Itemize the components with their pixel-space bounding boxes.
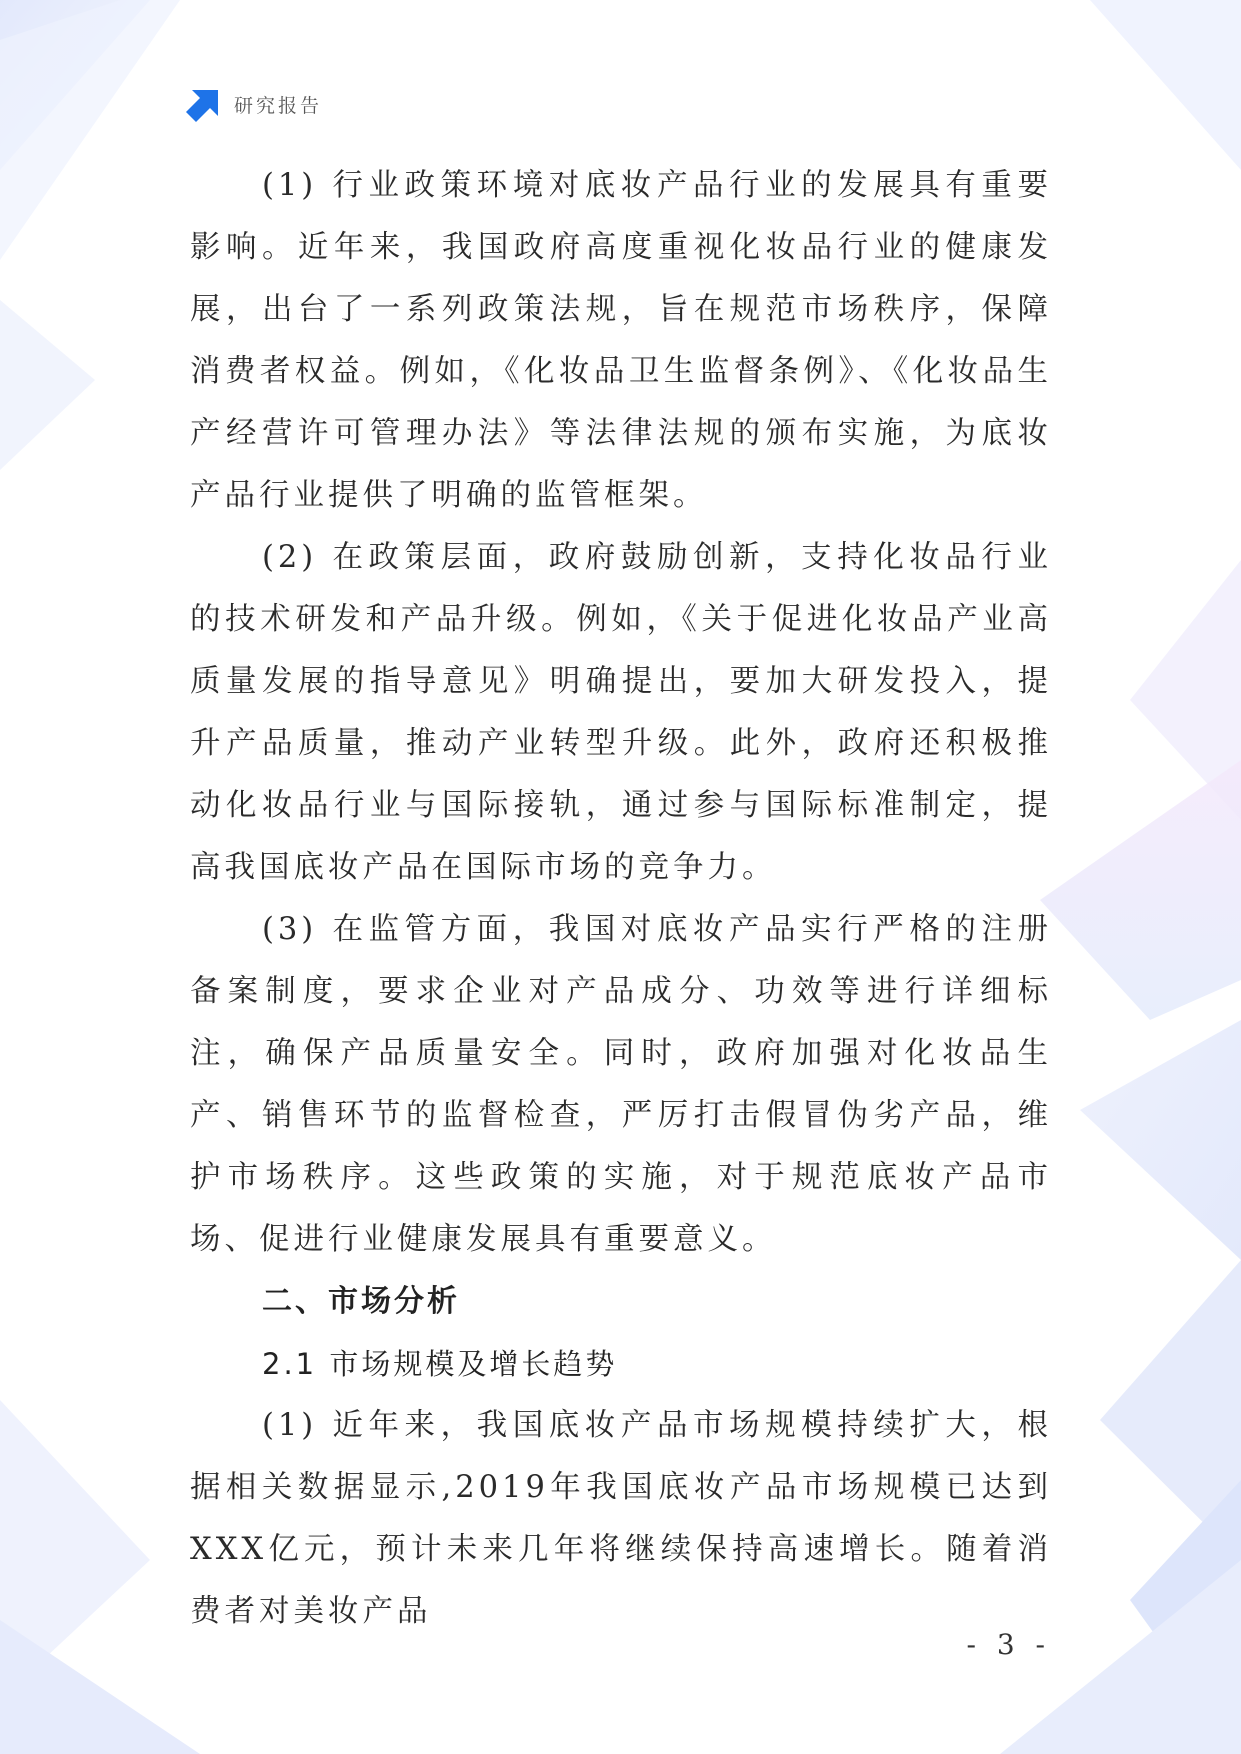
policy-paragraph-2: (2) 在政策层面，政府鼓励创新，支持化妆品行业的技术研发和产品升级。例如，《关于促进化妆品产业高质量发展的指导意见》明确提出，要加大研发投入，提升产品质量，推动产业转型升级。此外，政府还积极推动化妆品行业与国际接轨，通过参与国际标准制定，提高我国底妆产品在国际市场的竞争力。 (190, 540, 1052, 885)
page-number: - 3 - (966, 1628, 1051, 1661)
subsection-heading: 2.1 市场规模及增长趋势 (262, 1347, 618, 1381)
policy-paragraph-1: (1) 行业政策环境对底妆产品行业的发展具有重要影响。近年来，我国政府高度重视化妆品行业的健康发展，出台了一系列政策法规，旨在规范市场秩序，保障消费者权益。例如，《化妆品卫生监督条例》、《化妆品生产经营许可管理办法》等法律法规的颁布实施，为底妆产品行业提供了明确的监管框架。 (190, 168, 1052, 513)
report-header (186, 86, 322, 122)
policy-paragraph-3: (3) 在监管方面，我国对底妆产品实行严格的注册备案制度，要求企业对产品成分、功效等进行详细标注，确保产品质量安全。同时，政府加强对化妆品生产、销售环节的监督检查，严厉打击假冒伪劣产品，维护市场秩序。这些政策的实施，对于规范底妆产品市场、促进行业健康发展具有重要意义。 (190, 912, 1052, 1257)
market-paragraph-1: (1) 近年来，我国底妆产品市场规模持续扩大，根据相关数据显示,2019年我国底妆产品市场规模已达到XXX亿元，预计未来几年将继续保持高速增长。随着消费者对美妆产品 (190, 1408, 1052, 1629)
arrow-up-right-icon (186, 86, 222, 122)
section-heading: 二、市场分析 (262, 1284, 460, 1319)
header-title: 研究报告 (234, 94, 323, 117)
report-body (190, 155, 1052, 1643)
